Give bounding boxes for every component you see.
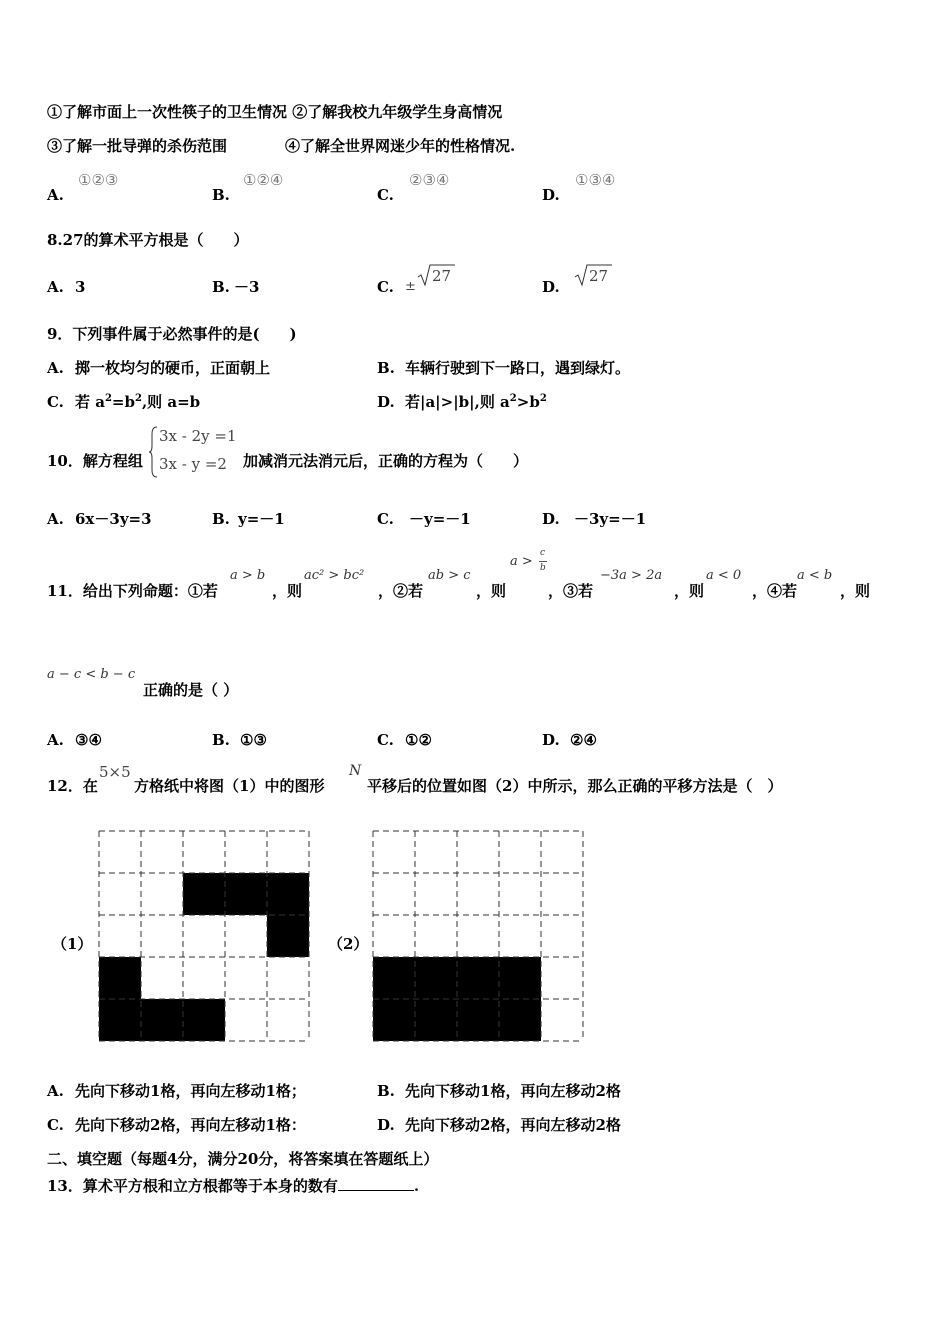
figure-1-filled-cell	[225, 873, 267, 915]
q7-line1: ①了解市面上一次性筷子的卫生情况 ②了解我校九年级学生身高情况	[47, 103, 503, 121]
q10-option-c-label: C.	[377, 510, 394, 528]
q11-text-8: 正确的是（ ）	[143, 681, 239, 699]
q9-option-c-label: C.	[47, 393, 64, 411]
q10-option-a-value: 6x－3y=3	[75, 510, 152, 528]
q11-text-1: ，则	[272, 582, 303, 600]
q9-stem: 9．下列事件属于必然事件的是( )	[47, 325, 297, 343]
figure-2-filled-cell	[373, 999, 415, 1041]
q9-option-d-sup1: 2	[509, 393, 517, 404]
q10-equation-1: 3x - 2y =1	[159, 427, 237, 445]
q12-option-d-label: D.	[377, 1116, 395, 1134]
q12-shape-name: N	[349, 763, 362, 779]
figure-2-filled-cell	[373, 957, 415, 999]
q9-option-b-value: 车辆行驶到下一路口，遇到绿灯。	[405, 359, 631, 377]
q7-line2a: ③了解一批导弹的杀伤范围	[47, 137, 228, 155]
figure-2-filled-cell	[457, 999, 499, 1041]
q8-option-c-label: C.	[377, 278, 394, 296]
q11-math-8: a − c < b − c	[47, 667, 136, 682]
q7-option-c-value: ②③④	[409, 171, 450, 189]
q10-option-a-label: A.	[47, 510, 64, 528]
q10-brace-icon	[149, 426, 159, 478]
q11-stem-pre: 11．给出下列命题：①若	[47, 582, 218, 600]
q10-stem-post: 加减消元法消元后，正确的方程为（ ）	[243, 452, 529, 470]
q9-option-a-label: A.	[47, 359, 64, 377]
q12-figure-1-label: （1）	[52, 935, 93, 953]
q11-math-2: ac² > bc²	[304, 568, 365, 583]
q9-option-d-sup2: 2	[539, 393, 547, 404]
q9-option-a-value: 掷一枚均匀的硬币，正面朝上	[75, 359, 271, 377]
q11-math-5: −3a > 2a	[600, 568, 663, 583]
q11-option-b-label: B.	[212, 731, 230, 749]
q11-option-c-value: ①②	[405, 731, 432, 749]
q12-figure-1-grid	[99, 831, 310, 1042]
q11-math-4-pre: a >	[510, 554, 533, 569]
section-2-heading: 二、填空题（每题4分，满分20分，将答案填在答题纸上）	[47, 1150, 439, 1168]
q11-option-d-value: ②④	[570, 731, 597, 749]
q9-option-d-value	[405, 393, 547, 411]
q10-option-c-value: －y=－1	[409, 510, 471, 528]
q8-option-d-radicand: 27	[589, 267, 609, 285]
q8-stem: 8.27的算术平方根是（ ）	[47, 231, 249, 249]
q12-stem-pre: 12．在	[47, 777, 98, 795]
q10-option-d-value: －3y=－1	[574, 510, 647, 528]
q9-option-b-label: B.	[377, 359, 395, 377]
q8-option-a-label: A.	[47, 278, 64, 296]
q7-option-a-label: A.	[47, 186, 64, 204]
q9-option-c-pre: 若 a	[75, 393, 105, 411]
q11-text-5: ，则	[674, 582, 705, 600]
figure-2-filled-cell	[499, 957, 541, 999]
q8-option-b-value: －3	[234, 278, 260, 296]
figure-2-filled-cell	[415, 957, 457, 999]
q12-option-c-label: C.	[47, 1116, 64, 1134]
q11-option-c-label: C.	[377, 731, 394, 749]
q13-stem-tail: .	[413, 1177, 420, 1195]
q9-option-c-value	[75, 393, 200, 411]
figure-1-filled-cell	[267, 873, 309, 915]
figure-1-filled-cell	[183, 999, 225, 1041]
q12-grid-size: 5×5	[99, 763, 131, 781]
q9-option-d-pre: 若|a|>|b|,则 a	[405, 393, 510, 411]
q7-option-a-value: ①②③	[78, 171, 119, 189]
figure-2-filled-cell	[415, 999, 457, 1041]
q11-option-d-label: D.	[542, 731, 560, 749]
q12-stem-post: 平移后的位置如图（2）中所示，那么正确的平移方法是（ ）	[367, 777, 783, 795]
q7-option-b-label: B.	[212, 186, 230, 204]
q8-option-d-label: D.	[542, 278, 560, 296]
q11-math-4-den: b	[540, 563, 546, 573]
q13-stem	[47, 1176, 419, 1195]
q7-option-b-value: ①②④	[243, 171, 284, 189]
q12-option-b-value: 先向下移动1格，再向左移动2格	[405, 1082, 621, 1100]
q9-option-c-sup2: 2	[134, 393, 142, 404]
figure-1-filled-cell	[267, 915, 309, 957]
q11-math-6: a < 0	[706, 568, 742, 583]
q8-option-b-label: B.	[212, 278, 230, 296]
q10-stem-pre: 10．解方程组	[47, 452, 143, 470]
q11-text-4: ，③若	[548, 582, 594, 600]
q11-math-4-num: c	[540, 548, 546, 558]
q11-text-6: ，④若	[752, 582, 798, 600]
q12-figure-2-label: （2）	[328, 935, 369, 953]
q11-text-7: ，则	[840, 582, 871, 600]
q13-answer-blank[interactable]	[338, 1176, 414, 1191]
q7-option-d-value: ①③④	[575, 171, 616, 189]
q12-option-a-value: 先向下移动1格，再向左移动1格；	[75, 1082, 306, 1100]
q12-option-a-label: A.	[47, 1082, 64, 1100]
q13-stem-text: 13．算术平方根和立方根都等于本身的数有	[47, 1177, 338, 1195]
q12-stem-mid: 方格纸中将图（1）中的图形	[134, 777, 325, 795]
q9-option-d-mid: >b	[516, 393, 540, 411]
q12-figure-2-grid	[373, 831, 584, 1042]
q9-option-d-label: D.	[377, 393, 395, 411]
figure-1-filled-cell	[183, 873, 225, 915]
figure-2-filled-cell	[499, 999, 541, 1041]
q11-text-3: ，则	[476, 582, 507, 600]
q9-option-c-sup1: 2	[104, 393, 112, 404]
figure-2-filled-cell	[457, 957, 499, 999]
q7-option-c-label: C.	[377, 186, 394, 204]
q12-option-d-value: 先向下移动2格，再向左移动2格	[405, 1116, 621, 1134]
figure-1-filled-cell	[141, 999, 183, 1041]
q8-option-c-radicand: 27	[432, 267, 452, 285]
q11-text-2: ，②若	[378, 582, 424, 600]
q11-option-a-label: A.	[47, 731, 64, 749]
q11-option-a-value: ③④	[75, 731, 102, 749]
q11-math-7: a < b	[797, 568, 833, 583]
q10-option-b-label: B.	[212, 510, 230, 528]
q11-math-3: ab > c	[428, 568, 471, 583]
figure-1-filled-cell	[99, 999, 141, 1041]
q11-math-1: a > b	[230, 568, 266, 583]
q10-option-b-value: y=－1	[238, 510, 285, 528]
q12-option-c-value: 先向下移动2格，再向左移动1格：	[75, 1116, 306, 1134]
q8-option-c-plusminus: ±	[405, 279, 416, 294]
q10-equation-2: 3x - y =2	[159, 455, 227, 473]
q7-option-d-label: D.	[542, 186, 560, 204]
q11-math-4-fraction-bar	[539, 561, 547, 562]
q7-line2b: ④了解全世界网迷少年的性格情况.	[285, 137, 516, 155]
q10-option-d-label: D.	[542, 510, 560, 528]
q12-option-b-label: B.	[377, 1082, 395, 1100]
q11-option-b-value: ①③	[240, 731, 267, 749]
q8-option-a-value: 3	[75, 278, 86, 296]
q9-option-c-mid: =b	[111, 393, 135, 411]
q9-option-c-post: ,则 a=b	[141, 393, 201, 411]
figure-1-filled-cell	[99, 957, 141, 999]
